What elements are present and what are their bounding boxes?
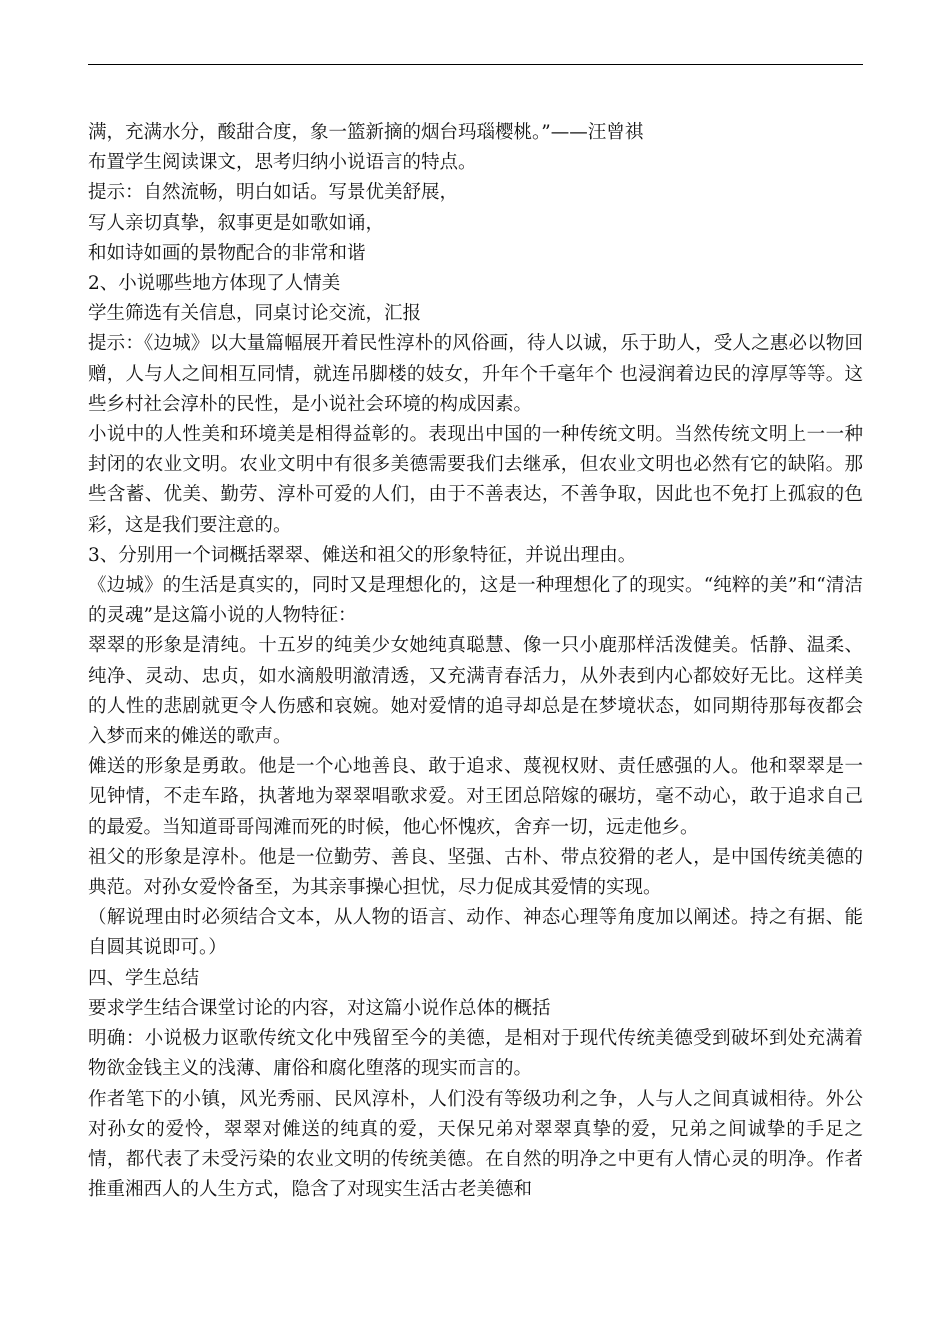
- paragraph: 祖父的形象是淳朴。他是一位勤劳、善良、坚强、古朴、带点狡猾的老人，是中国传统美德的典范。对孙女爱怜备至，为其亲事操心担忧，尽力促成其爱情的实现。: [88, 846, 863, 899]
- paragraph: 作者笔下的小镇，风光秀丽、民风淳朴，人们没有等级功利之争，人与人之间真诚相待。外公对孙女的爱怜，翠翠对傩送的纯真的爱，天保兄弟对翠翠真挚的爱，兄弟之间诚挚的手足之情，都代表了未受污染的农业文明的传统美德。在自然的明净之中更有人情心灵的明净。作者推重湘西人的人生方式，隐含了对现实生活古老美德和: [88, 1088, 863, 1201]
- paragraph: 要求学生结合课堂讨论的内容，对这篇小说作总体的概括: [88, 997, 551, 1019]
- section-heading: 四、学生总结: [88, 967, 200, 989]
- section-question: 2、小说哪些地方体现了人情美: [88, 273, 341, 295]
- paragraph: 翠翠的形象是清纯。十五岁的纯美少女她纯真聪慧、像一只小鹿那样活泼健美。恬静、温柔、纯净、灵动、忠贞，如水滴般明澈清透，又充满青春活力，从外表到内心都姣好无比。这样美的人性的悲剧就更令人伤感和哀婉。她对爱情的追寻却总是在梦境状态，如同期待那每夜都会入梦而来的傩送的歌声。: [88, 635, 863, 748]
- paragraph: 小说中的人性美和环境美是相得益彰的。表现出中国的一种传统文明。当然传统文明上一一种封闭的农业文明。农业文明中有很多美德需要我们去继承，但农业文明也必然有它的缺陷。那些含蓄、优美、勤劳、淳朴可爱的人们，由于不善表达，不善争取，因此也不免打上孤寂的色彩，这是我们要注意的。: [88, 424, 863, 536]
- paragraph: 写人亲切真挚，叙事更是如歌如诵，: [88, 212, 385, 234]
- paragraph: 提示：自然流畅，明白如话。写景优美舒展，: [88, 182, 459, 204]
- paragraph: 《边城》的生活是真实的，同时又是理想化的，这是一种理想化了的现实。“纯粹的美”和“清洁的灵魂”是这篇小说的人物特征：: [88, 575, 863, 627]
- paragraph: 提示：《边城》以大量篇幅展开着民性淳朴的风俗画，待人以诚，乐于助人，受人之惠必以物回赠，人与人之间相互同情，就连吊脚楼的妓女，升年个千毫年个 也浸润着边民的淳厚等等。这些乡村社会淳朴的民性，是小说社会环境的构成因素。: [88, 333, 863, 415]
- section-question: 3、分别用一个词概括翠翠、傩送和祖父的形象特征，并说出理由。: [88, 544, 637, 566]
- paragraph: （解说理由时必须结合文本，从人物的语言、动作、神态心理等角度加以阐述。持之有据、能自圆其说即可。）: [88, 907, 863, 959]
- paragraph: 满，充满水分，酸甜合度，象一篮新摘的烟台玛瑙樱桃。”——汪曾祺: [88, 122, 644, 143]
- paragraph: 布置学生阅读课文，思考归纳小说语言的特点。: [88, 152, 477, 174]
- paragraph: 学生筛选有关信息，同桌讨论交流，汇报: [88, 303, 422, 325]
- paragraph: 和如诗如画的景物配合的非常和谐: [88, 242, 366, 264]
- header-rule: [88, 64, 863, 65]
- document-body: [88, 118, 863, 1205]
- paragraph: 傩送的形象是勇敢。他是一个心地善良、敢于追求、蔑视权财、责任感强的人。他和翠翠是一见钟情，不走车路，执著地为翠翠唱歌求爱。对王团总陪嫁的碾坊，毫不动心，敢于追求自己的最爱。当知道哥哥闯滩而死的时候，他心怀愧疚，舍弃一切，远走他乡。: [88, 756, 863, 838]
- paragraph: 明确：小说极力讴歌传统文化中残留至今的美德，是相对于现代传统美德受到破坏到处充满着物欲金钱主义的浅薄、庸俗和腐化堕落的现实而言的。: [88, 1028, 863, 1080]
